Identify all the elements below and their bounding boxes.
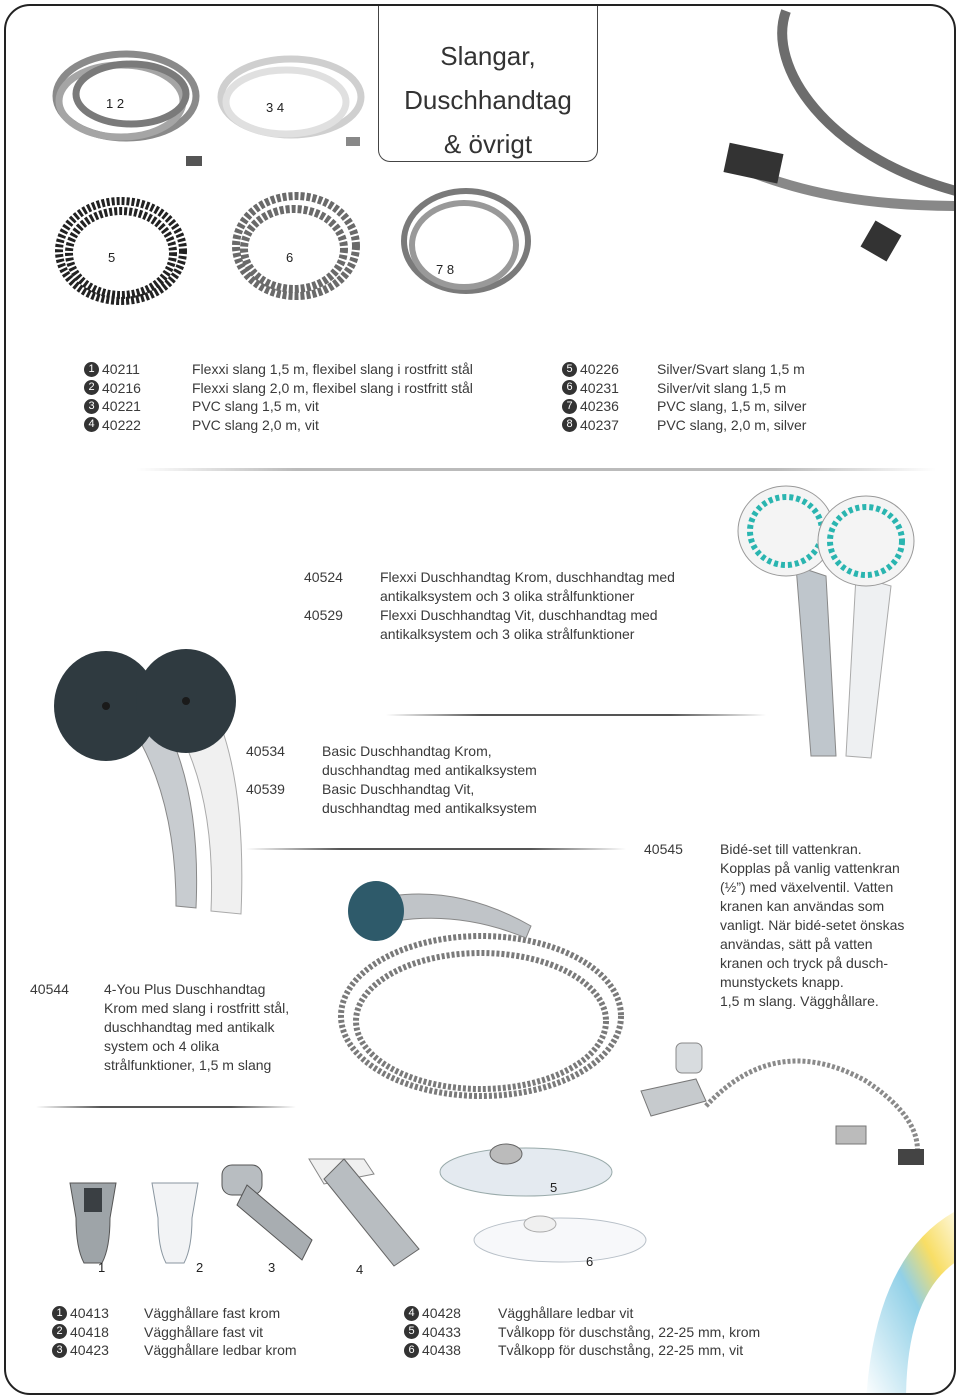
number-badge: 8 [562, 417, 577, 432]
article-desc: duschhandtag med antikalksystem [322, 762, 537, 778]
article-code: 40544 [30, 981, 69, 997]
bide-set-image [636, 1031, 936, 1181]
holder-image-fast-krom [62, 1178, 124, 1268]
hose-label-1-2: 1 2 [106, 96, 125, 111]
divider [36, 1106, 296, 1108]
article-desc: 4-You Plus Duschhandtag [104, 981, 266, 997]
list-item [562, 416, 806, 435]
list-item [52, 1304, 297, 1323]
article-desc: Flexxi slang 2,0 m, flexibel slang i rostfritt stål [192, 379, 473, 396]
article-desc: Vägghållare fast krom [144, 1305, 281, 1321]
article-desc: (½”) med växelventil. Vatten [720, 879, 894, 895]
holder-label-3: 3 [268, 1260, 276, 1275]
article-desc: Flexxi slang 1,5 m, flexibel slang i rostfritt stål [192, 361, 473, 377]
list-item [562, 379, 806, 398]
hose-list-right [562, 360, 806, 434]
article-desc: PVC slang 2,0 m, vit [192, 416, 319, 433]
list-item [404, 1323, 760, 1342]
number-badge: 3 [84, 399, 99, 414]
number-badge: 1 [84, 362, 99, 377]
article-code: 40524 [304, 569, 343, 585]
holder-list-left [52, 1304, 297, 1360]
article-desc: vanligt. När bidé-setet önskas [720, 917, 905, 933]
article-desc: kranen kan användas som [720, 898, 885, 914]
article-desc: Basic Duschhandtag Krom, [322, 743, 492, 759]
article-code: 40428 [422, 1305, 461, 1321]
article-desc: duschhandtag med antikalk [104, 1019, 275, 1035]
hose-list-left [84, 360, 473, 434]
article-desc: Vägghållare fast vit [144, 1323, 264, 1340]
article-code: 40222 [102, 416, 141, 433]
divider [136, 468, 936, 471]
basic-block [246, 742, 537, 818]
number-badge: 3 [52, 1343, 67, 1358]
divider [246, 848, 626, 850]
flexxi-block [304, 568, 675, 644]
article-code: 40433 [422, 1323, 461, 1340]
article-desc: 1,5 m slang. Vägghållare. [720, 993, 879, 1009]
hose-label-3-4: 3 4 [266, 100, 285, 115]
article-desc: Tvålkopp för duschstång, 22-25 mm, krom [498, 1323, 761, 1340]
number-badge: 6 [404, 1343, 419, 1358]
hose-label-7-8: 7 8 [436, 262, 455, 277]
article-code: 40539 [246, 781, 285, 797]
article-desc: duschhandtag med antikalksystem [322, 800, 537, 816]
soapdish-image-vit [470, 1210, 650, 1270]
article-desc: Tvålkopp för duschstång, 22-25 mm, vit [498, 1342, 744, 1358]
list-item [84, 416, 473, 435]
list-item [404, 1304, 760, 1323]
number-badge: 5 [404, 1324, 419, 1339]
article-desc: Kopplas på vanlig vattenkran [720, 860, 900, 876]
number-badge: 4 [84, 417, 99, 432]
number-badge: 7 [562, 399, 577, 414]
article-desc: Silver/vit slang 1,5 m [657, 379, 787, 396]
hose-image-large [726, 6, 956, 276]
hose-label-6: 6 [286, 250, 294, 265]
number-badge: 5 [562, 362, 577, 377]
list-item [404, 1341, 760, 1360]
holder-label-4: 4 [356, 1262, 364, 1277]
hose-image-flexxi [36, 36, 216, 186]
hose-image-pvc-white [206, 42, 376, 172]
article-desc: Krom med slang i rostfritt stål, [104, 1000, 290, 1016]
title-box [378, 6, 598, 162]
number-badge: 4 [404, 1306, 419, 1321]
article-desc: Vägghållare ledbar vit [498, 1305, 634, 1321]
article-desc: PVC slang, 2,0 m, silver [657, 416, 807, 433]
article-desc: Bidé-set till vattenkran. [720, 841, 862, 857]
article-desc: Vägghållare ledbar krom [144, 1342, 297, 1358]
title-line-1: Slangar, [440, 41, 536, 71]
article-code: 40216 [102, 379, 141, 396]
article-desc: Flexxi Duschhandtag Krom, duschhandtag med [380, 569, 675, 585]
title-line-3: & övrigt [443, 129, 533, 159]
list-item [562, 397, 806, 416]
article-desc: Flexxi Duschhandtag Vit, duschhandtag med [380, 607, 658, 623]
article-desc: Silver/Svart slang 1,5 m [657, 361, 805, 377]
article-code: 40237 [580, 416, 619, 433]
list-item [52, 1323, 297, 1342]
article-code: 40231 [580, 379, 619, 396]
article-desc: strålfunktioner, 1,5 m slang [104, 1057, 272, 1073]
hose-label-5: 5 [108, 250, 116, 265]
article-desc: PVC slang, 1,5 m, silver [657, 398, 807, 414]
flexxi-handset-image [726, 486, 926, 786]
holder-label-2: 2 [196, 1260, 204, 1275]
number-badge: 1 [52, 1306, 67, 1321]
article-desc: kranen och tryck på dusch- [720, 955, 889, 971]
holder-image-ledbar-vit [304, 1154, 424, 1270]
article-desc: munstyckets knapp. [720, 974, 844, 990]
article-code: 40236 [580, 398, 619, 414]
hose-image-silver-black [46, 191, 196, 316]
title-line-2: Duschhandtag [404, 85, 572, 115]
article-desc: användas, sätt på vatten [720, 936, 873, 952]
soapdish-image-krom [436, 1140, 616, 1200]
holder-label-6: 6 [586, 1254, 594, 1269]
holder-list-right [404, 1304, 760, 1360]
number-badge: 2 [52, 1324, 67, 1339]
article-code: 40221 [102, 398, 141, 414]
article-code: 40423 [70, 1342, 109, 1358]
list-item [562, 360, 806, 379]
article-code: 40226 [580, 361, 619, 377]
list-item [52, 1341, 297, 1360]
number-badge: 6 [562, 380, 577, 395]
article-code: 40438 [422, 1342, 461, 1358]
decorative-swoosh [766, 1186, 956, 1395]
list-item [84, 360, 473, 379]
list-item [84, 397, 473, 416]
fouryou-block [30, 980, 289, 1075]
basic-handset-image [36, 646, 226, 926]
article-desc: Basic Duschhandtag Vit, [322, 781, 475, 797]
article-code: 40534 [246, 743, 285, 759]
divider [386, 714, 766, 716]
holder-image-fast-vit [144, 1178, 206, 1268]
holder-label-1: 1 [98, 1260, 106, 1275]
article-code: 40418 [70, 1323, 109, 1340]
article-code: 40413 [70, 1305, 109, 1321]
bide-block [644, 840, 904, 1011]
article-desc: antikalksystem och 3 olika strålfunktioner [380, 588, 635, 604]
article-desc: PVC slang 1,5 m, vit [192, 398, 319, 414]
holder-label-5: 5 [550, 1180, 558, 1195]
hose-image-pvc-silver [386, 181, 546, 316]
article-desc: antikalksystem och 3 olika strålfunktioner [380, 626, 635, 642]
fouryou-handset-image [331, 866, 641, 1106]
number-badge: 2 [84, 380, 99, 395]
article-code: 40529 [304, 607, 343, 623]
article-code: 40211 [102, 361, 140, 377]
catalog-page [4, 4, 956, 1395]
article-code: 40545 [644, 841, 683, 857]
article-desc: system och 4 olika [104, 1038, 220, 1054]
list-item [84, 379, 473, 398]
